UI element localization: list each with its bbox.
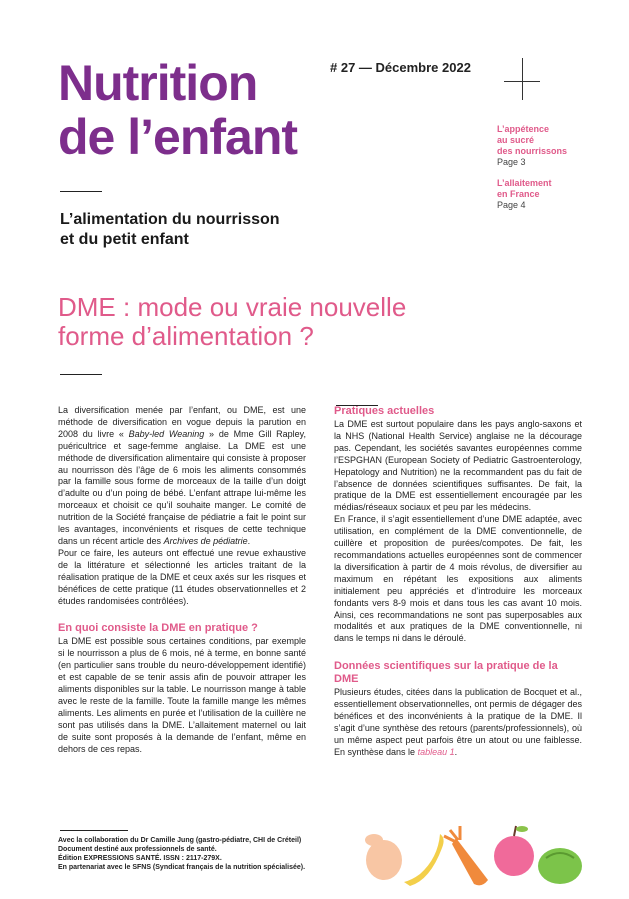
text-run: .	[247, 535, 251, 546]
footer-credits	[58, 836, 358, 872]
toc-item[interactable]	[497, 178, 617, 211]
divider	[60, 191, 102, 192]
section-paragraph: La DME est possible sous certaines conditions, par exemple si le nourrisson a plus de 6 mois, né à terme, en bonne santé (en particulier sans trouble du neuro-développement identifié) et est capable de se tenir assis afin de pouvoir attraper les aliments disponibles sur la table. Le nourrisson mange à table avec le reste de la famille. Toute la famille mange les mêmes aliments. Les aliments en purée et l’utilisation de la cuillère ne sont pas utilisés dans la DME. L’allaitement maternel ou lait de suite sont proposés à la demande de l’enfant, même en dehors de ces repas.	[58, 636, 306, 754]
masthead-title	[58, 56, 297, 164]
baby-head-icon	[365, 834, 402, 880]
section-heading: Données scientifiques sur la pratique de la DME	[334, 660, 558, 686]
text-run: » de Mme Gill Rapley, puéricultrice et sage-femme anglaise. La DME est une méthode de diversification alimentaire qui consiste à proposer au nourrisson dès l’âge de 6 mois les aliments consommés par la famille sous forme de morceaux de la taille d’un doigt d’adulte ou d’un poing de bébé. L’enfant attrape lui-même les morceaux et choisit ce qu’il souhaite manger. Le comité de nutrition de la Société française de pédiatrie a fait le point sur les avantages, inconvénients et risques de cette technique dans un récent article des	[58, 428, 306, 546]
text-run: .	[454, 746, 458, 757]
left-column	[58, 405, 306, 755]
headline-line-2: forme d’alimentation ?	[58, 321, 314, 351]
apple-icon	[494, 826, 534, 876]
footer-line: En partenariat avec le SFNS (Syndicat français de la nutrition spécialisée).	[58, 864, 306, 871]
section-paragraph: En France, il s’agit essentiellement d’une DME adaptée, avec utilisation, en complément de la DME conventionnelle, de cuillère et proposition de purées/compotes. De fait, les recommandations actuelles européennes sont de commencer la diversification à partir de 4 mois révolus, de diversifier au maximum en répétant les expositions aux aliments initialement peu appréciés et d’introduire les morceaux fondants vers 8-9 mois et dans tous les cas avant 10 mois. Ainsi, ces recommandations ne sont pas superposables aux modalités et aux pratiques de la DME conventionnelle, ni dans le temps ni dans le déroulé.	[334, 514, 582, 644]
section-paragraph	[334, 687, 582, 758]
footer-line: Document destiné aux professionnels de santé.	[58, 846, 217, 853]
intro-paragraph	[58, 405, 306, 548]
subtitle-line-1: L’alimentation du nourrisson	[60, 211, 280, 228]
book-title: Baby-led Weaning	[128, 428, 205, 439]
title-line-1: Nutrition	[58, 55, 258, 111]
footer-line: Édition EXPRESSIONS SANTÉ. ISSN : 2117-279X.	[58, 855, 222, 862]
toc-item-title-line: au sucré	[497, 135, 535, 145]
section-paragraph: La DME est surtout populaire dans les pays anglo-saxons et la NHS (National Health Service) anglaise ne la décourage pas. Cependant, les sociétés savantes européennes comme l’ESPGHAN (European Society of Pediatric Gastroenterology, Hepatology and Nutrition) ne la recommandent pas du fait de l’absence de données scientifiques suffisantes. De fait, la pratique de la DME est essentiellement encouragée par les médias/réseaux sociaux et peu par les médecins.	[334, 419, 582, 513]
subtitle	[60, 210, 280, 250]
lettuce-icon	[538, 848, 582, 884]
table-link[interactable]: tableau 1	[417, 746, 455, 757]
article-headline	[58, 293, 518, 351]
divider	[60, 374, 102, 375]
table-of-contents	[497, 124, 617, 221]
toc-item[interactable]	[497, 124, 617, 168]
toc-item-page: Page 3	[497, 157, 526, 167]
subtitle-line-2: et du petit enfant	[60, 231, 189, 248]
toc-item-page: Page 4	[497, 200, 526, 210]
crosshair-mark-horizontal	[504, 81, 540, 82]
section-heading: En quoi consiste la DME en pratique ?	[58, 622, 258, 635]
section-heading: Pratiques actuelles	[334, 405, 435, 417]
toc-item-title-line: L’allaitement	[497, 178, 552, 188]
crosshair-mark-vertical	[522, 58, 523, 100]
journal-title: Archives de pédiatrie	[163, 535, 248, 546]
text-run: La diversification menée par l’enfant, ou DME, est une méthode de diversification en vogue depuis la parution en 2008 du livre «	[58, 405, 306, 439]
headline-line-1: DME : mode ou vraie nouvelle	[58, 292, 407, 322]
toc-item-title-line: des nourrissons	[497, 146, 568, 156]
carrot-icon	[444, 826, 488, 885]
food-illustration	[360, 818, 629, 899]
divider	[60, 830, 128, 831]
text-run: Plusieurs études, citées dans la publication de Bocquet et al., essentiellement observationnelles, ont permis de dégager des bénéfices et des inconvénients à la pratique de la DME. Il s’agit d’une synthèse des retours (parents/professionnels), où un même aspect peut parfois être un atout ou une faiblesse. En synthèse dans le	[334, 687, 582, 757]
issue-number: # 27 — Décembre 2022	[330, 60, 471, 75]
footer-line: Avec la collaboration du Dr Camille Jung (gastro-pédiatre, CHI de Créteil)	[58, 837, 302, 844]
title-line-2: de l’enfant	[58, 109, 298, 165]
banana-icon	[404, 834, 444, 886]
toc-item-title-line: en France	[497, 189, 540, 199]
toc-item-title-line: L’appétence	[497, 124, 550, 134]
right-column	[334, 405, 582, 759]
intro-paragraph-2: Pour ce faire, les auteurs ont effectué une revue exhaustive de la littérature et sélectionné les articles traitant de la réalisation pratique de la DME et ceux axés sur les risques et bénéfices de cette pratique (11 études observationnelles et 2 études randomisées contrôlées).	[58, 547, 306, 606]
